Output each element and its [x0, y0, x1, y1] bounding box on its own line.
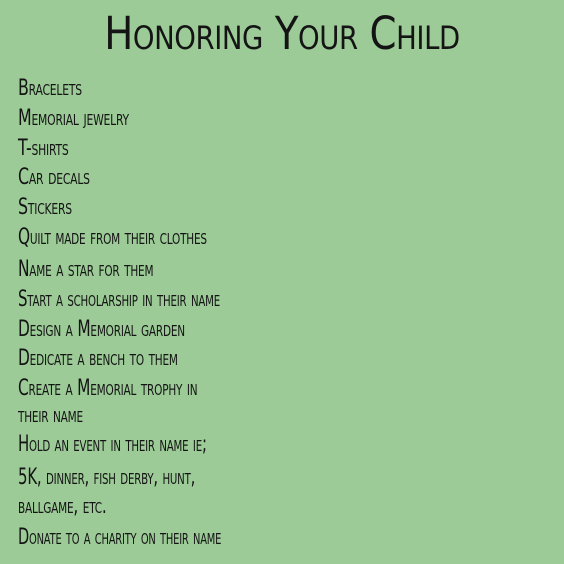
list-item: Bracelets: [18, 76, 82, 101]
list-item: Car decals: [18, 165, 90, 190]
list-item: their name: [18, 403, 83, 428]
list-item: Design a Memorial garden: [18, 317, 185, 342]
list-item: T-shirts: [18, 136, 69, 161]
list-item: Memorial jewelry: [18, 106, 129, 131]
list-item: 5K, dinner, fish derby, hunt,: [18, 465, 196, 490]
list-item: Dedicate a bench to them: [18, 346, 178, 371]
list-item: Create a Memorial trophy in: [18, 376, 198, 401]
list-item: Donate to a charity on their name: [18, 525, 222, 550]
page-title: Honoring Your Child: [104, 7, 460, 60]
list-item: Start a scholarship in their name: [18, 287, 221, 312]
list-item: ballgame, etc.: [18, 494, 107, 519]
list-item: Name a star for them: [18, 257, 154, 282]
list-item: Hold an event in their name ie;: [18, 432, 207, 457]
list-item: Stickers: [18, 195, 72, 220]
list-item: Quilt made from their clothes: [18, 225, 207, 250]
